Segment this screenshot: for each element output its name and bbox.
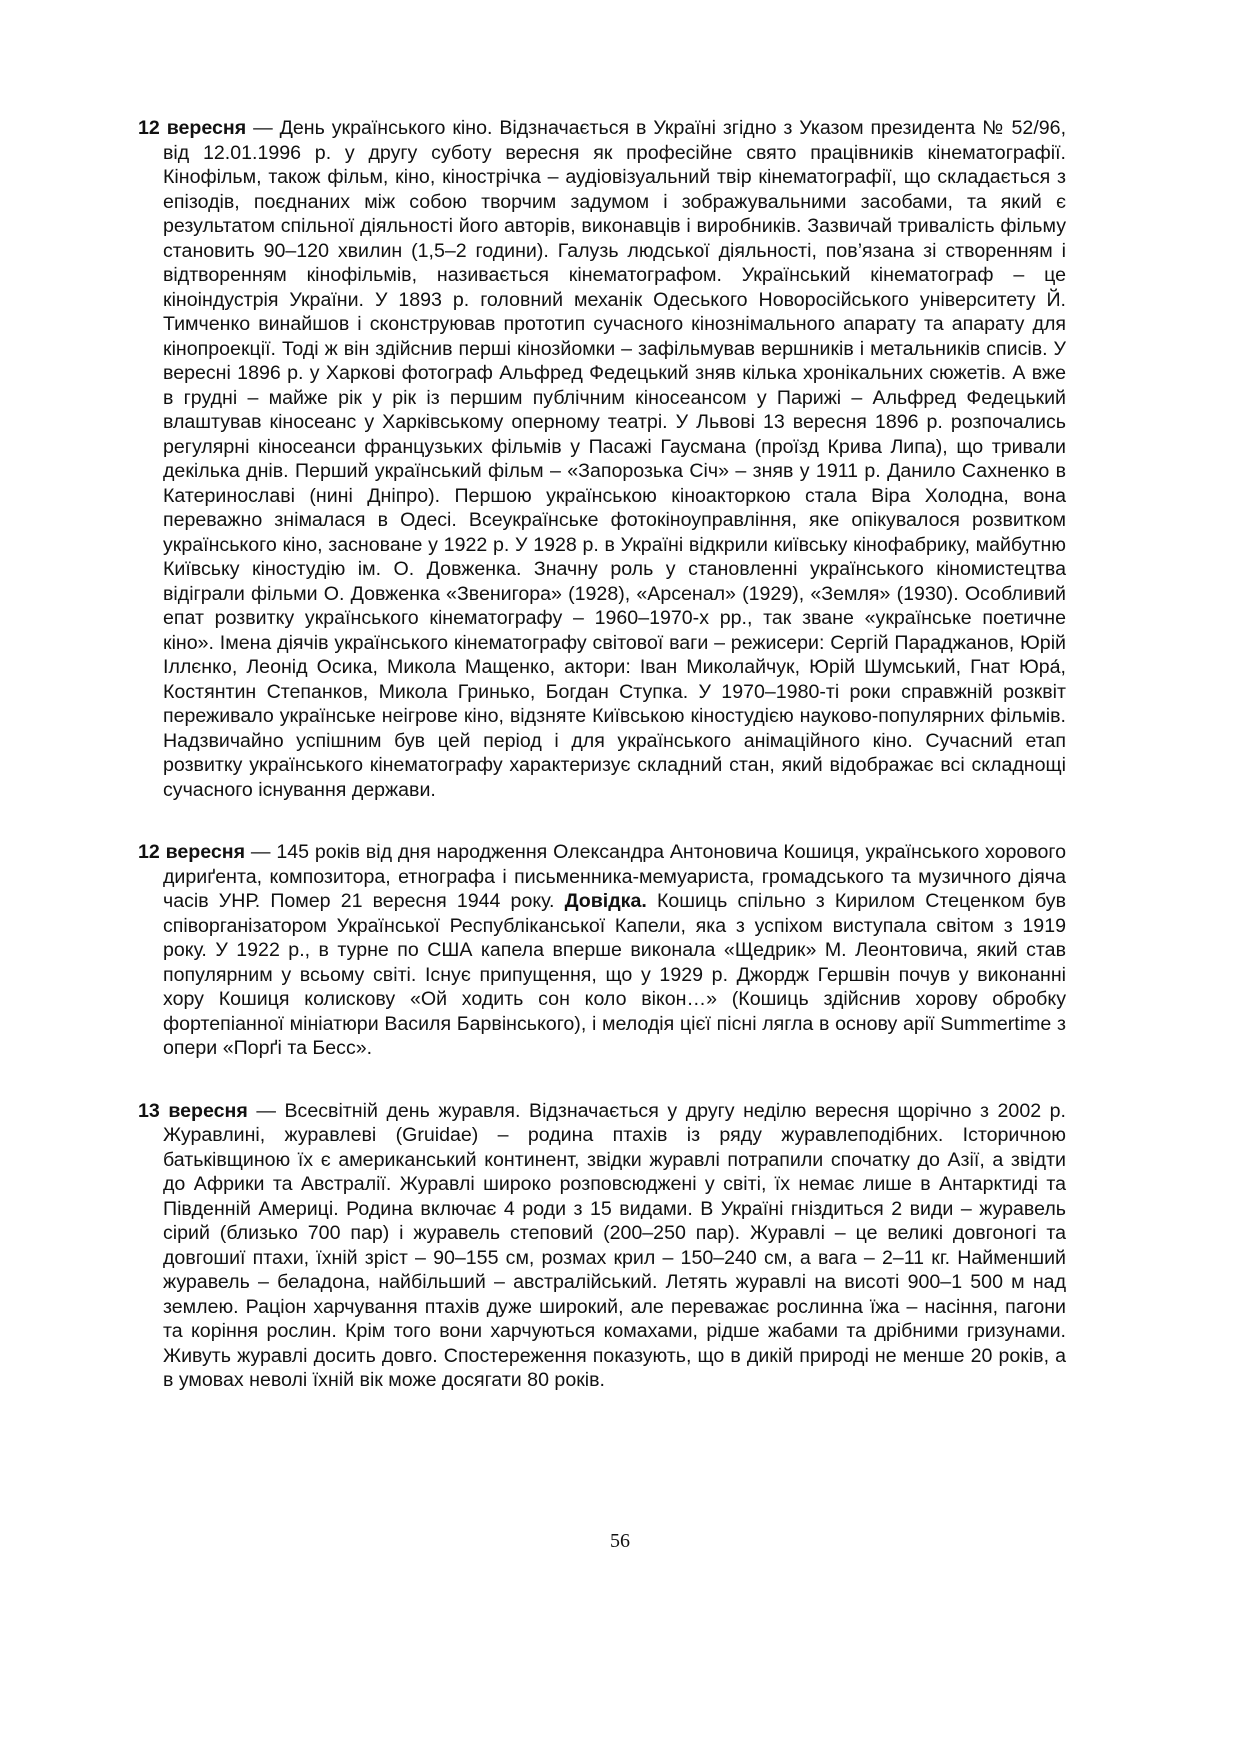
entry-text: 145 років від дня народження Олександра Антоновича Кошиця, українського хорового дириґента, композитора, етнографа і письменника-мемуариста, громадського та музичного діяча часів УНР. Помер 21 вересня 1944 року. (163, 841, 1066, 912)
entry-film-day (138, 116, 1066, 802)
page-number: 56 (610, 1530, 630, 1552)
entry-note-text: Кошиць спільно з Кирилом Стеценком був співорганізатором Української Республіканської Капели, яка з успіхом виступала світом з 1919 року. У 1922 р., в турне по США капела вперше виконала «Щедрик» М. Леонтовича, який став популярним у всьому світі. Існує припущення, що у 1929 р. Джордж Гершвін почув у виконанні хору Кошиця колискову «Ой ходить сон коло вікон…» (Кошиць здійснив хорову обробку фортепіанної мініатюри Василя Барвінського), і мелодія цієї пісні лягла в основу арії Summertime з опери «Порґі та Бесс». (163, 890, 1067, 1059)
entry-date: 13 вересня (138, 1099, 248, 1122)
entry-text: Всесвітній день журавля. Відзначається у другу неділю вересня щорічно з 2002 р. Журавлині, журавлеві (Gruidae) – родина птахів із ряду журавлеподібних. Історичною батьківщиною їх є американський континент, звідки журавлі потрапили спочатку до Азії, а звідти до Африки та Австралії. Журавлі широко розповсюджені у світі, їх немає лише в Антарктиді та Південній Америці. Родина включає 4 роди з 15 видами. В Україні гніздиться 2 види – журавель сірий (близько 700 пар) і журавель степовий (200–250 пар). Журавлі – це великі довгоногі та довгошиї птахи, їхній зріст – 90–155 см, розмах крил – 150–240 см, а вага – 2–11 кг. Найменший журавель – беладона, найбільший – австралійський. Летять журавлі на висоті 900–1 500 м над землею. Раціон харчування птахів дуже широкий, але переважає рослинна їжа – насіння, пагони та коріння рослин. Крім того вони харчуються комахами, рідше жабами та дрібними гризунами. Живуть журавлі досить довго. Спостереження показують, що в дикій природі не менше 20 років, а в умовах неволі їхній вік може досягати 80 років. (163, 1099, 1067, 1391)
entry-date: 12 вересня (138, 117, 247, 139)
entry-koshyts-anniversary (138, 840, 1066, 1061)
entry-text: День українського кіно. Відзначається в Україні згідно з Указом президента № 52/96, від 12.01.1996 р. у другу суботу вересня як професійне свято працівників кінематографії. Кінофільм, також фільм, кіно, кінострічка – аудіовізуальний твір кінематографії, що складається з епізодів, поєднаних між собою творчим задумом і зображувальними засобами, та який є результатом спільної діяльності його авторів, виконавців і виробників. Зазвичай тривалість фільму становить 90–120 хвилин (1,5–2 години). Галузь людської діяльності, пов’язана зі створенням і відтворенням кінофільмів, називається кінематографом. Український кінематограф – це кіноіндустрія України. У 1893 р. головний механік Одеського Новоросійського університету Й. Тимченко винайшов і сконструював прототип сучасного кінознімального апарату та апарату для кінопроекції. Тоді ж він здійснив перші кінозйомки – зафільмував вершників і метальників списів. У вересні 1896 р. у Харкові фотограф Альфред Федецький зняв кілька хронікальних сюжетів. А вже в грудні – майже рік у рік із першим публічним кіносеансом у Парижі – Альфред Федецький влаштував кіносеанс у Харківському оперному театрі. У Львові 13 вересня 1896 р. розпочались регулярні кіносеанси французьких фільмів у Пасажі Гаусмана (проїзд Крива Липа), що тривали декілька днів. Перший український фільм – «Запорозька Січ» – зняв у 1911 р. Данило Сахненко в Катеринославі (нині Дніпро). Першою українською кіноакторкою стала Віра Холодна, вона переважно знімалася в Одесі. Всеукраїнське фотокіноуправління, яке опікувалося розвитком українського кіно, засноване у 1922 р. У 1928 р. в Україні відкрили київську кінофабрику, майбутню Київську кіностудію ім. О. Довженка. Значну роль у становленні українського кіномистецтва відіграли фільми О. Довженка «Звенигора» (1928), «Арсенал» (1929), «Земля» (1930). Особливий епат розвитку українського кінематографу – 1960–1970-х рр., так зване «українське поетичне кіно». Імена діячів українського кінематографу світової ваги – режисери: Сергій Параджанов, Юрій Іллєнко, Леонід Осика, Микола Мащенко, актори: Іван Миколайчук, Юрій Шумський, Гнат Юра́, Костянтин Степанков, Микола Гринько, Богдан Ступка. У 1970–1980-ті роки справжній розквіт переживало українське неігрове кіно, відзняте Київською кіностудією науково-популярних фільмів. Надзвичайно успішним був цей період і для українського анімаційного кіно. Сучасний етап розвитку українського кінематографу характеризує складний стан, який відображає всі складнощі сучасного існування держави. (163, 117, 1067, 801)
entry-dash: — (246, 117, 280, 139)
entry-dash: — (247, 1099, 285, 1122)
note-label: Довідка. (564, 890, 647, 912)
entry-date: 12 вересня (138, 841, 246, 863)
entry-dash: — (245, 841, 277, 863)
entry-crane-day (138, 1099, 1066, 1393)
entries-list (138, 116, 1066, 1431)
